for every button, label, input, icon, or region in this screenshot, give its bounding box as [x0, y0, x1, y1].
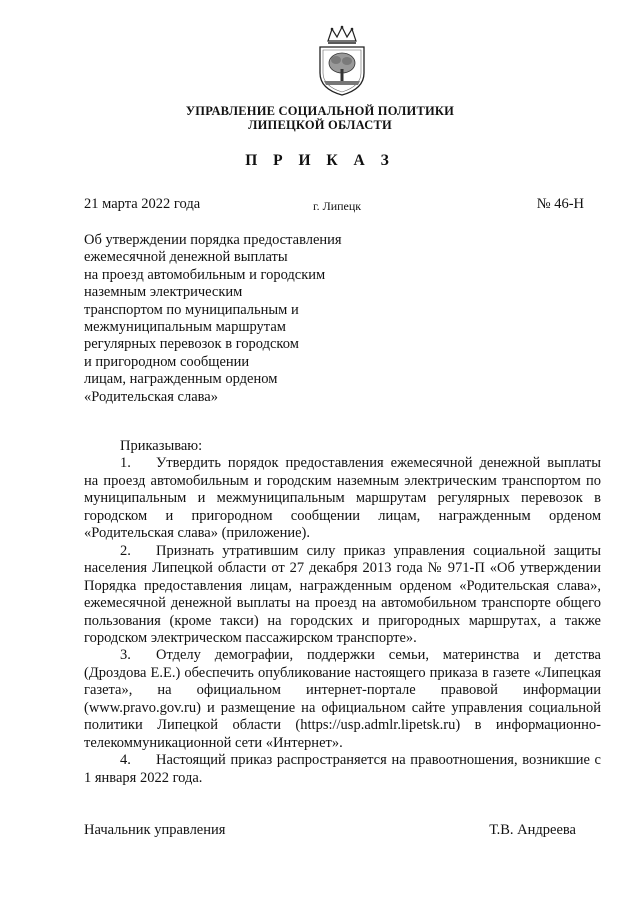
item-number: 1.: [120, 455, 131, 472]
item-text: Признать утратившим силу приказ управления социальной защиты населения Липецкой области от 27 декабря 2013 года № 971-П «Об утверждении Порядка предоставления лицам, награжденным орденом «Родительская слава», ежемесячной денежной выплаты на проезд на автомобильном транспорте общего пользования (кроме такси) на городских и пригородных маршрутах, а также городском электрическом пассажирском транспорте».: [84, 542, 601, 646]
subject-line: ежемесячной денежной выплаты: [84, 249, 288, 266]
subject-line: Об утверждении порядка предоставления: [84, 232, 342, 248]
document-date: 21 марта 2022 года: [84, 196, 201, 212]
signature-name: Т.В. Андреева: [489, 822, 576, 838]
item-text: Настоящий приказ распространяется на правоотношения, возникшие с 1 января 2022 года.: [84, 752, 601, 786]
body-item-3: [84, 647, 601, 752]
document-subject: [84, 232, 342, 406]
subject-line: регулярных перевозок в городском: [84, 336, 299, 353]
subject-line: «Родительская слава»: [84, 388, 218, 405]
subject-line: на проезд автомобильным и городским: [84, 266, 326, 283]
organization-name-line1: УПРАВЛЕНИЕ СОЦИАЛЬНОЙ ПОЛИТИКИ: [185, 104, 455, 118]
body-item-4: [84, 752, 601, 787]
subject-line: лицам, награжденным орденом: [84, 371, 278, 388]
item-text: Утвердить порядок предоставления ежемесячной денежной выплаты на проезд автомобильным и городским наземным электрическим транспортом по муниципальным и межмуниципальным маршрутам регулярных перевозок в городском и пригородном сообщении лицам, награжденным орденом «Родительская слава» (приложение).: [84, 455, 601, 542]
subject-line: и пригородном сообщении: [84, 353, 250, 370]
document-city: г. Липецк: [313, 199, 362, 213]
item-number: 3.: [120, 647, 131, 664]
subject-line: межмуниципальным маршрутам: [84, 319, 286, 336]
item-number: 2.: [120, 542, 131, 559]
subject-line: наземным электрическим: [84, 284, 243, 301]
document-title: П Р И К А З: [245, 152, 395, 169]
body-intro: Приказываю:: [120, 438, 203, 454]
item-text: Отделу демографии, поддержки семьи, материнства и детства (Дроздова Е.Е.) обеспечить опубликование настоящего приказа в газете «Липецкая газета», на официальном интернет-портале правовой информации (www.pravo.gov.ru) и размещение на официальном сайте управления социальной политики Липецкой области (https://usp.admlr.lipetsk.ru) в информационно-телекоммуникационной сети «Интернет».: [84, 647, 601, 751]
item-number: 4.: [120, 752, 131, 769]
document-body: [84, 438, 601, 787]
document-number: № 46-Н: [536, 196, 584, 212]
body-item-2: [84, 543, 601, 648]
signature-position: Начальник управления: [84, 822, 226, 838]
coat-of-arms-icon: [314, 25, 370, 97]
organization-name-line2: ЛИПЕЦКОЙ ОБЛАСТИ: [248, 118, 392, 132]
body-item-1: [84, 455, 601, 542]
subject-line: транспортом по муниципальным и: [84, 301, 299, 318]
